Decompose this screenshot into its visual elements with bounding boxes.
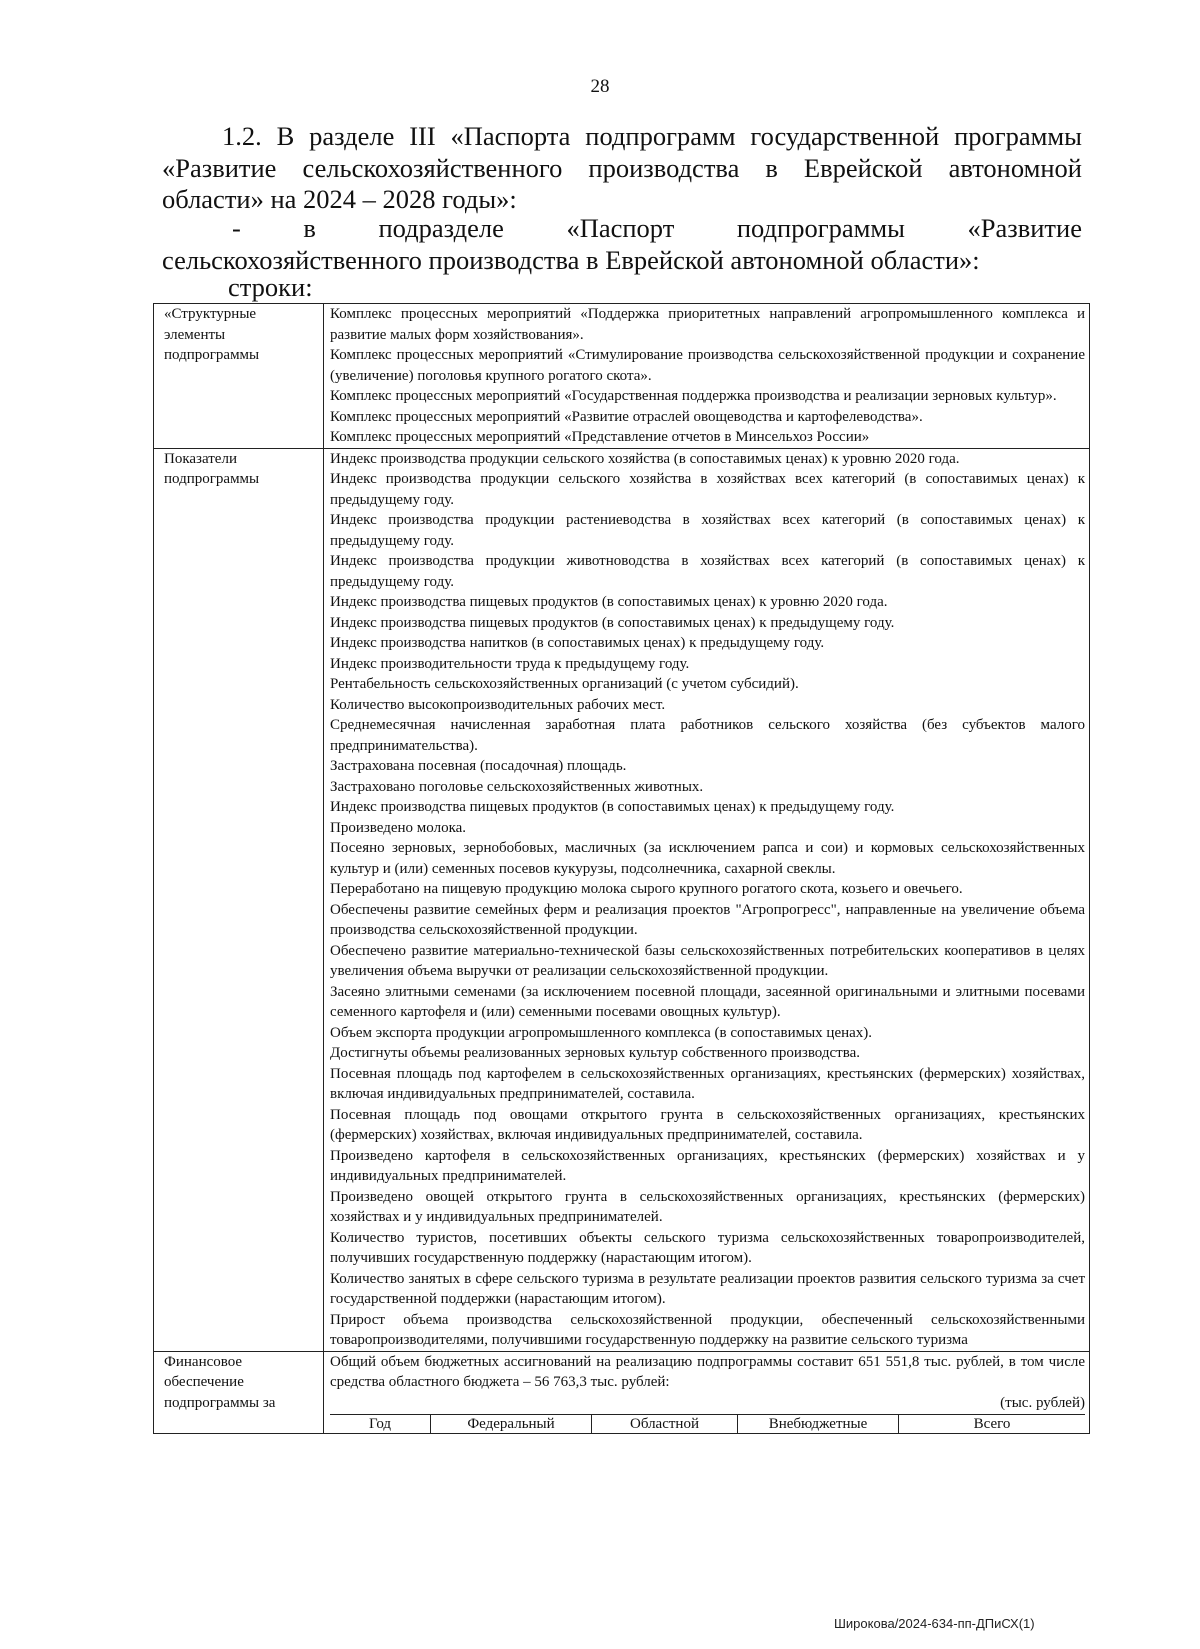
amendment-heading	[162, 121, 1082, 216]
subsection-word: в	[303, 213, 316, 243]
financing-subtable	[330, 1414, 1085, 1433]
row-content	[324, 448, 1090, 1351]
column-header-regional: Областной	[592, 1415, 738, 1434]
list-item: Достигнуты объемы реализованных зерновых культур собственного производства.	[330, 1045, 861, 1061]
subsection-line-2: сельскохозяйственного производства в Еврейской автономной области»:	[162, 245, 980, 275]
heading-line-1: 1.2. В разделе III «Паспорта подпрограмм государственной программы	[222, 121, 1082, 151]
list-item: Индекс производительности труда к предыдущему году.	[330, 655, 690, 672]
table-row-structural-elements	[154, 304, 1090, 449]
list-item: Рентабельность сельскохозяйственных организаций (с учетом субсидий).	[330, 676, 799, 692]
list-item: Комплекс процессных мероприятий «Государственная поддержка производства и реализации зерновых культур».	[330, 388, 1057, 404]
table-row-indicators	[154, 448, 1090, 1351]
list-item: Индекс производства продукции растениеводства в хозяйствах всех категорий (в сопоставимых ценах) к предыдущему году.	[330, 512, 1085, 549]
document-id-footer: Широкова/2024-634-пп-ДПиСХ(1)	[834, 1616, 1035, 1631]
list-item: Индекс производства напитков (в сопоставимых ценах) к предыдущему году.	[330, 635, 825, 651]
list-item: Комплекс процессных мероприятий «Представление отчетов в Минсельхоз России»	[330, 429, 870, 445]
list-item: Индекс производства продукции сельского хозяйства в хозяйствах всех категорий (в сопоставимых ценах) к предыдущему году.	[330, 471, 1085, 508]
heading-line-3: области» на 2024 – 2028 годы»:	[162, 184, 517, 214]
row-content	[324, 1351, 1090, 1434]
list-item: Комплекс процессных мероприятий «Развитие отраслей овощеводства и картофелеводства».	[330, 408, 923, 425]
list-item: Индекс производства продукции сельского хозяйства (в сопоставимых ценах) к уровню 2020 года.	[330, 450, 960, 467]
list-item: Обеспечены развитие семейных ферм и реализация проектов "Агропрогресс", направленные на увеличение объема производства сельскохозяйственной продукции.	[330, 901, 1085, 938]
column-header-federal: Федеральный	[431, 1415, 592, 1434]
list-item: Посевная площадь под картофелем в сельскохозяйственных организациях, крестьянских (фермерских) хозяйствах, включая индивидуальных предпринимателей, составила.	[330, 1065, 1085, 1102]
column-header-extrabudgetary: Внебюджетные	[738, 1415, 899, 1434]
page-number: 28	[590, 76, 610, 97]
subsection-word: подразделе	[378, 213, 504, 243]
passport-table	[153, 303, 1090, 1434]
row-label: «Структурные элементы подпрограммы	[154, 304, 324, 449]
list-item: Засеяно элитными семенами (за исключением посевной площади, засеянной оригинальными и элитными посевами семенного картофеля и (или) семенными посевами овощных культур).	[330, 983, 1085, 1020]
list-item: Посеяно зерновых, зернобобовых, масличных (за исключением рапса и сои) и кормовых сельскохозяйственных культур и (или) семенных посевов кукурузы, подсолнечника, сахарной свеклы.	[330, 840, 1085, 877]
list-item: Произведено молока.	[330, 819, 467, 836]
financing-text: Общий объем бюджетных ассигнований на реализацию подпрограммы составит 651 551,8 тыс. рублей, в том числе средства областного бюджета – 56 763,3 тыс. рублей:	[330, 1353, 1085, 1390]
table-row-financing	[154, 1351, 1090, 1434]
list-item: Застрахована посевная (посадочная) площадь.	[330, 758, 627, 774]
list-item: Комплекс процессных мероприятий «Стимулирование производства сельскохозяйственной продукции и сохранение (увеличение) поголовья крупного рогатого скота».	[330, 347, 1085, 384]
subsection-word: -	[232, 213, 241, 243]
row-label: Финансовое обеспечение подпрограммы за	[154, 1351, 324, 1434]
financing-units: (тыс. рублей)	[1000, 1394, 1085, 1411]
rows-label: строки:	[228, 272, 313, 302]
list-item: Индекс производства пищевых продуктов (в сопоставимых ценах) к уровню 2020 года.	[330, 594, 888, 610]
list-item: Застраховано поголовье сельскохозяйственных животных.	[330, 778, 704, 795]
list-item: Переработано на пищевую продукцию молока сырого крупного рогатого скота, козьего и овечьего.	[330, 881, 963, 897]
list-item: Прирост объема производства сельскохозяйственной продукции, обеспеченный сельскохозяйственными товаропроизводителями, получившими государственную поддержку на развитие сельского туризма	[330, 1311, 1085, 1348]
list-item: Произведено картофеля в сельскохозяйственных организациях, крестьянских (фермерских) хозяйствах и у индивидуальных предпринимателей.	[330, 1147, 1085, 1184]
row-label: Показатели подпрограммы	[154, 448, 324, 1351]
list-item: Среднемесячная начисленная заработная плата работников сельского хозяйства (без субъектов малого предпринимательства).	[330, 717, 1085, 754]
financing-header-row	[330, 1415, 1085, 1434]
list-item: Обеспечено развитие материально-технической базы сельскохозяйственных потребительских кооперативов в целях увеличения объема выручки от реализации сельскохозяйственной продукции.	[330, 942, 1085, 979]
column-header-total: Всего	[899, 1415, 1086, 1434]
list-item: Количество туристов, посетивших объекты сельского туризма сельскохозяйственных товаропроизводителей, получивших государственную поддержку (нарастающим итогом).	[330, 1229, 1085, 1266]
list-item: Индекс производства пищевых продуктов (в сопоставимых ценах) к предыдущему году.	[330, 799, 895, 815]
list-item: Количество высокопроизводительных рабочих мест.	[330, 696, 666, 713]
subsection-word: подпрограммы	[736, 213, 905, 243]
row-content	[324, 304, 1090, 449]
subsection-word: «Развитие	[967, 213, 1082, 243]
list-item: Индекс производства продукции животноводства в хозяйствах всех категорий (в сопоставимых ценах) к предыдущему году.	[330, 553, 1085, 590]
list-item: Объем экспорта продукции агропромышленного комплекса (в сопоставимых ценах).	[330, 1024, 873, 1041]
list-item: Индекс производства пищевых продуктов (в сопоставимых ценах) к предыдущему году.	[330, 614, 895, 631]
subsection-line-1	[162, 213, 1082, 244]
list-item: Количество занятых в сфере сельского туризма в результате реализации проектов развития сельского туризма за счет государственной поддержки (нарастающим итогом).	[330, 1270, 1085, 1307]
heading-line-2: «Развитие сельскохозяйственного производства в Еврейской автономной	[162, 152, 1082, 183]
column-header-year: Год	[330, 1415, 431, 1434]
list-item: Произведено овощей открытого грунта в сельскохозяйственных организациях, крестьянских (фермерских) хозяйствах и у индивидуальных предпринимателей.	[330, 1188, 1085, 1225]
list-item: Комплекс процессных мероприятий «Поддержка приоритетных направлений агропромышленного комплекса и развитие малых форм хозяйствования».	[330, 306, 1085, 343]
list-item: Посевная площадь под овощами открытого грунта в сельскохозяйственных организациях, крестьянских (фермерских) хозяйствах, включая индивидуальных предпринимателей, составила.	[330, 1106, 1085, 1143]
subsection-word: «Паспорт	[566, 213, 675, 243]
